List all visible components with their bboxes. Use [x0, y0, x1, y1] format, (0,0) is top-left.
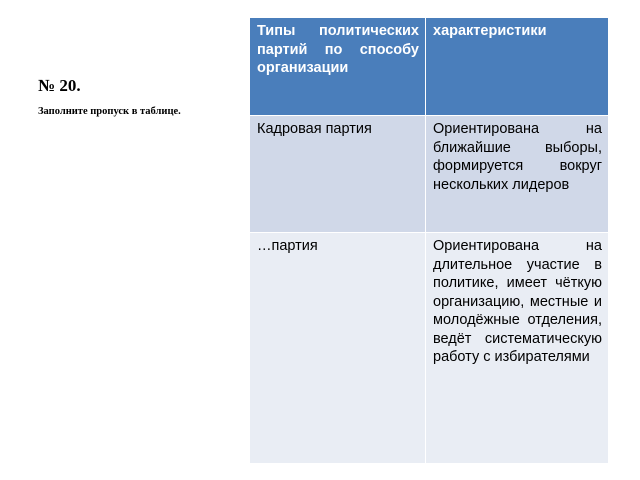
cell-party-type: Кадровая партия: [250, 116, 426, 233]
task-number: № 20.: [38, 76, 81, 95]
header-party-types: Типы политических партий по способу организации: [250, 18, 426, 116]
task-instruction: Заполните пропуск в таблице.: [38, 106, 181, 117]
cell-party-type-blank: …партия: [250, 233, 426, 464]
cell-characteristics: Ориентирована на длительное участие в политике, имеет чёткую организацию, местные и молодёжные отделения, ведёт систематическую работу с избирателями: [426, 233, 609, 464]
cell-characteristics: Ориентирована на ближайшие выборы, формируется вокруг нескольких лидеров: [426, 116, 609, 233]
party-types-table: [249, 17, 609, 464]
table-row: [250, 116, 609, 233]
table-header-row: [250, 18, 609, 116]
header-characteristics: характеристики: [426, 18, 609, 116]
table-row: [250, 233, 609, 464]
